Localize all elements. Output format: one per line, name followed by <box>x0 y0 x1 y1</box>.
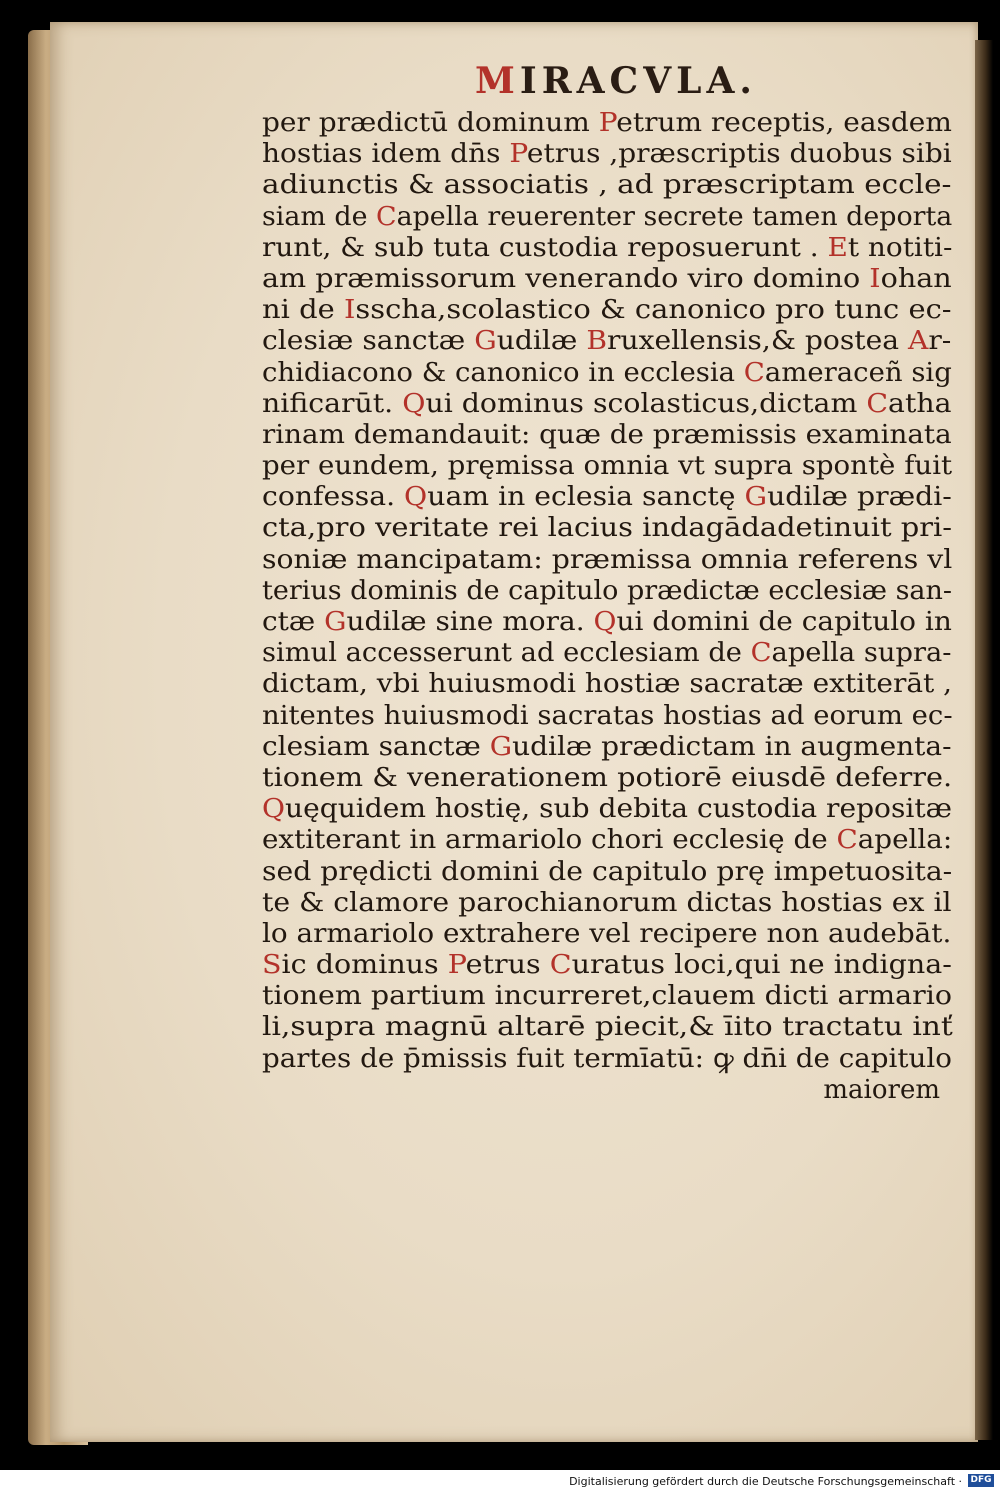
rubric-initial: C <box>836 825 858 856</box>
text-line: siam de Capella reuerenter secrete tamen deporta <box>262 201 953 232</box>
text-line: li,supra magnū altarē piecit,& īito tractatu inť <box>262 1012 953 1043</box>
rubric-initial: G <box>489 731 513 762</box>
text-line: nitentes huiusmodi sacratas hostias ad eorum ec- <box>262 700 953 731</box>
rubric-initial: S <box>262 950 282 981</box>
dfg-logo: DFG <box>968 1474 994 1487</box>
rubric-initial: I <box>869 263 881 294</box>
rubric-initial: G <box>474 326 497 357</box>
text-line: cta,pro veritate rei lacius indagādadetinuit pri- <box>262 513 953 544</box>
rubric-initial: E <box>827 232 848 263</box>
text-line: confessa. Quam in eclesia sanctę Gudilæ prædi- <box>262 482 952 513</box>
text-line: am præmissorum venerando viro domino Iohan <box>262 263 952 294</box>
text-line: adiunctis & associatis , ad præscriptam eccle- <box>262 170 952 201</box>
text-line: partes de p̄missis fuit termīatū: ꝙ dn̄i de capitulo <box>262 1043 952 1074</box>
footer-bar <box>0 1470 1000 1492</box>
text-line: Quęquidem hostię, sub debita custodia repositæ <box>262 794 953 825</box>
rubric-initial: G <box>324 607 347 637</box>
rubric-initial: I <box>343 295 356 326</box>
text-line: clesiam sanctæ Gudilæ prædictam in augmenta- <box>262 731 952 762</box>
text-line: chidiacono & canonico in ecclesia Cameraceñ sig <box>262 357 952 388</box>
text-line: clesiæ sanctæ Gudilæ Bruxellensis,& postea Ar- <box>262 326 952 357</box>
rubric-initial: P <box>509 139 527 170</box>
text-line: simul accesserunt ad ecclesiam de Capella supra- <box>262 638 952 669</box>
text-line: ctæ Gudilæ sine mora. Qui domini de capitulo in <box>262 607 952 637</box>
text-line: soniæ mancipatam: præmissa omnia referens vl <box>262 544 953 575</box>
running-head-rest: IRACVLA. <box>519 60 757 102</box>
text-line: maiorem <box>823 1074 940 1105</box>
text-line: te & clamore parochianorum dictas hostias ex il <box>262 887 952 918</box>
rubric-initial: C <box>750 638 772 669</box>
text-line: hostias idem dn̄s Petrus ,præscriptis duobus sibi <box>262 139 952 170</box>
text-line: per prædictū dominum Petrum receptis, easdem <box>262 108 952 138</box>
rubric-initial: Q <box>402 388 426 419</box>
rubric-initial: B <box>586 326 608 357</box>
rubric-initial: Q <box>262 794 286 825</box>
text-line: per eundem, pręmissa omnia vt supra spontè fuit <box>262 451 953 482</box>
running-head <box>475 60 795 102</box>
rubric-initial: P <box>598 108 617 138</box>
text-line: dictam, vbi huiusmodi hostiæ sacratæ extiterāt , <box>262 669 953 700</box>
text-line: sed prędicti domini de capitulo prę impetuosita- <box>262 856 953 887</box>
text-line: lo armariolo extrahere vel recipere non audebāt. <box>262 918 952 949</box>
text-line: nificarūt. Qui dominus scolasticus,dictam Catha <box>262 388 952 419</box>
rubric-initial: C <box>743 357 765 388</box>
rubric-initial: A <box>908 326 929 357</box>
rubric-initial: C <box>376 201 397 232</box>
text-line: extiterant in armariolo chori ecclesię de Capella: <box>262 825 953 856</box>
running-head-initial: M <box>475 60 520 102</box>
rubric-initial: P <box>447 950 466 981</box>
text-line: runt, & sub tuta custodia reposuerunt . Et notiti- <box>262 232 953 263</box>
rubric-initial: C <box>866 388 889 419</box>
rubric-initial: Q <box>404 482 428 513</box>
text-line: rinam demandauit: quæ de præmissis examinata <box>262 419 952 450</box>
text-line: terius dominis de capitulo prædictæ ecclesiæ san- <box>262 575 953 606</box>
text-line: ni de Isscha,scolastico & canonico pro tunc ec- <box>262 295 952 326</box>
rubric-initial: Q <box>593 607 617 637</box>
text-block <box>262 108 962 1106</box>
rubric-initial: G <box>744 482 768 513</box>
text-line: tionem partium incurreret,clauem dicti armario <box>262 981 952 1012</box>
text-line: Sic dominus Petrus Curatus loci,qui ne indigna- <box>262 950 952 981</box>
text-line: tionem & venerationem potiorē eiusdē deferre. <box>262 762 953 793</box>
footer-credit: Digitalisierung gefördert durch die Deutsche Forschungsgemeinschaft · <box>569 1475 962 1488</box>
rubric-initial: C <box>549 950 572 981</box>
